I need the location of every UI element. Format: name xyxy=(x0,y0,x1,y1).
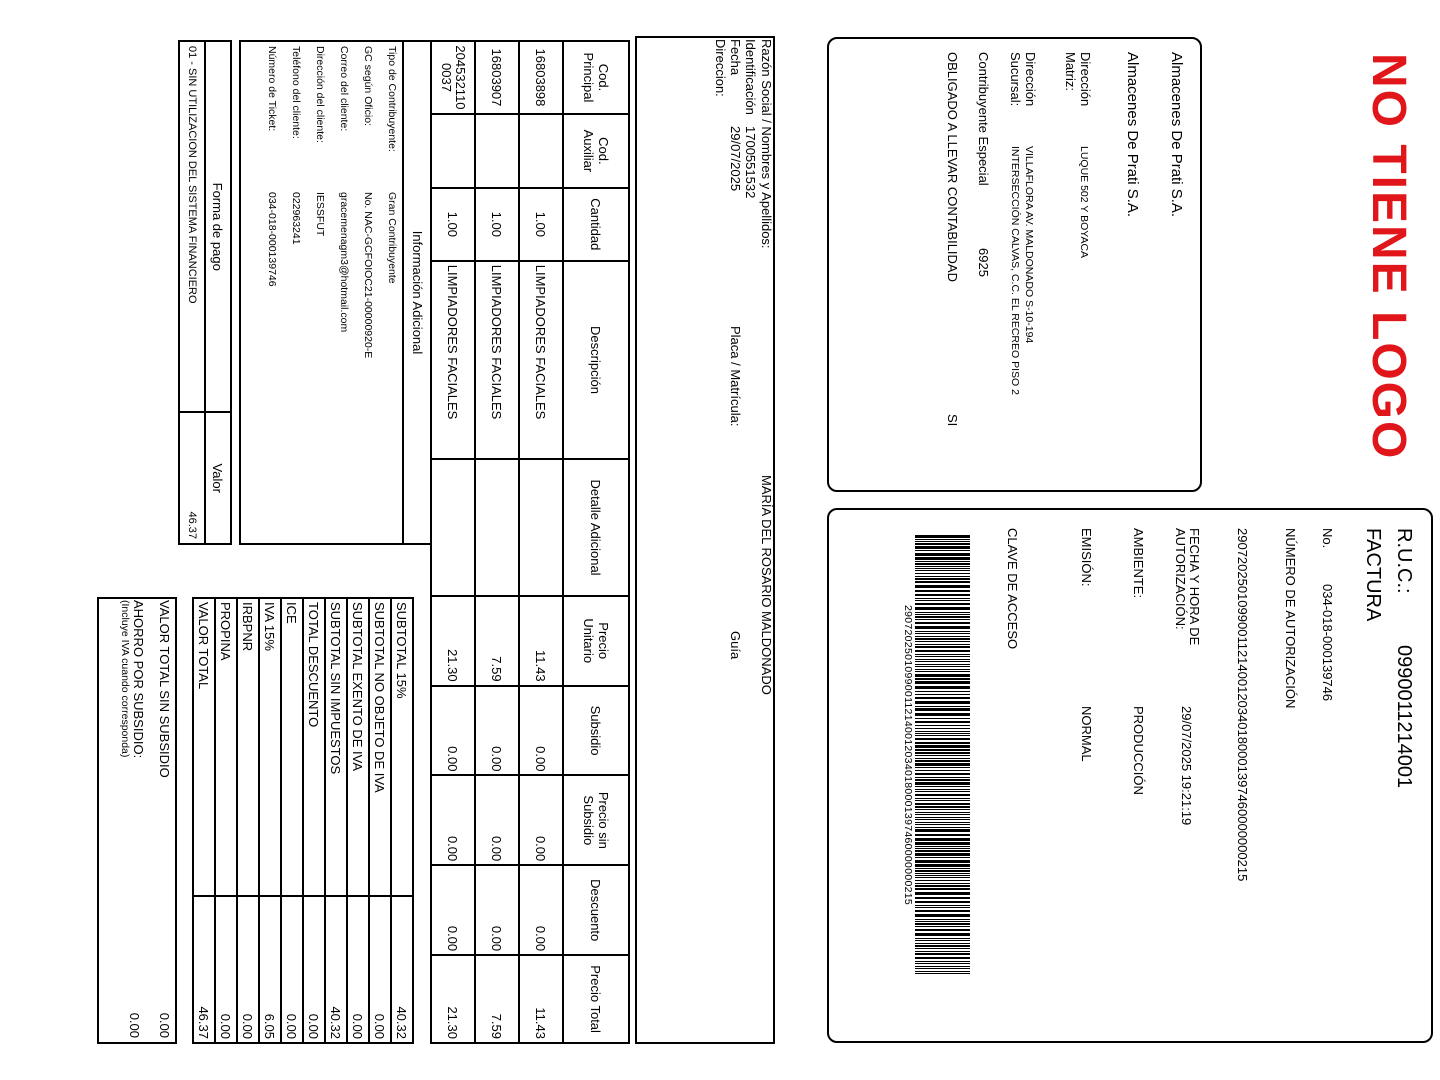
barcode-bar xyxy=(915,767,970,768)
barcode-bar xyxy=(915,846,970,847)
info-value-gc-office: No. NAC-GCFOIOC21-00000920-E xyxy=(362,192,374,359)
item-aux-code xyxy=(519,114,563,188)
totals-row xyxy=(281,598,303,1043)
barcode-bar xyxy=(915,563,970,565)
customer-name-label: Razón Social / Nombres y Apellidos: xyxy=(759,39,774,249)
items-table xyxy=(430,40,630,1044)
barcode-bar xyxy=(915,770,970,771)
barcode-bar xyxy=(915,760,970,762)
barcode-bar xyxy=(915,945,970,947)
barcode-bar xyxy=(915,745,970,748)
item-unit-price: 21.30 xyxy=(431,596,475,686)
info-value-phone: 022963241 xyxy=(290,192,302,245)
barcode-bar xyxy=(915,735,970,736)
item-unit-price: 11.43 xyxy=(519,596,563,686)
total-without-subsidy-label: VALOR TOTAL SIN SUBSIDIO xyxy=(157,600,172,778)
barcode-bar xyxy=(915,590,970,592)
totals-row xyxy=(303,598,325,1043)
barcode-bar xyxy=(915,914,970,917)
barcode-bar xyxy=(915,860,970,863)
info-label-ticket: Número de Ticket: xyxy=(266,46,278,132)
header-subsidy: Subsidio xyxy=(563,686,629,776)
item-aux-code xyxy=(475,114,519,188)
environment-label: AMBIENTE: xyxy=(1131,528,1146,599)
environment-value: PRODUCCIÓN xyxy=(1131,706,1146,795)
header-price-no-subsidy: Precio sin Subsidio xyxy=(563,775,629,865)
item-detail xyxy=(475,459,519,596)
barcode-bar xyxy=(915,644,970,645)
subsidy-savings-note: (Incluye IVA cuando corresponda) xyxy=(119,600,131,758)
barcode-bar xyxy=(915,880,970,881)
barcode-bar xyxy=(915,631,970,632)
barcode-bar xyxy=(915,834,970,836)
barcode-bar xyxy=(915,777,970,778)
total-label: SUBTOTAL 15% xyxy=(391,598,413,896)
access-key-label: CLAVE DE ACCESO xyxy=(1005,528,1020,650)
item-subsidy: 0.00 xyxy=(475,686,519,776)
barcode-bar xyxy=(915,910,970,912)
item-quantity: 1.00 xyxy=(519,188,563,261)
barcode-bar xyxy=(915,725,970,726)
barcode-bar xyxy=(915,827,970,828)
info-value-email: gracemenagm3@hotmail.com xyxy=(338,192,350,333)
barcode-bar xyxy=(915,806,970,808)
ruc-value: 0990011214001 xyxy=(1393,645,1415,789)
barcode-bar xyxy=(915,888,970,890)
issuer-legal-name: Almacenes De Prati S.A. xyxy=(1124,52,1141,218)
barcode-bar xyxy=(915,921,970,922)
number-label: No. xyxy=(1320,528,1335,549)
barcode-bar xyxy=(915,926,970,927)
auth-date-label-1: FECHA Y HORA DE xyxy=(1187,528,1202,646)
barcode-bar xyxy=(915,749,970,751)
barcode-bar xyxy=(915,853,970,856)
barcode-bar xyxy=(915,798,970,799)
auth-date: 29/07/2025 19:21:19 xyxy=(1179,706,1194,826)
logo-placeholder: NO TIENE LOGO xyxy=(1362,53,1415,461)
header-aux-code: Cod. Auxiliar xyxy=(563,114,629,188)
item-description: LIMPIADORES FACIALES xyxy=(519,261,563,459)
barcode-bar xyxy=(915,731,970,732)
barcode-bar xyxy=(915,650,970,652)
barcode-bar xyxy=(915,718,970,719)
barcode-bar xyxy=(915,870,970,872)
barcode-bar xyxy=(915,923,970,925)
barcode-bar xyxy=(915,543,970,545)
barcode-bar xyxy=(915,539,970,540)
barcode-bar xyxy=(915,973,970,974)
customer-date-label: Fecha xyxy=(728,39,743,76)
barcode-bar xyxy=(915,614,970,615)
totals-row xyxy=(237,598,259,1043)
barcode-bar xyxy=(915,686,970,689)
barcode-bar xyxy=(915,814,970,815)
total-value: 0.00 xyxy=(215,896,237,1043)
total-value: 0.00 xyxy=(281,896,303,1043)
total-label: IRBPNR xyxy=(237,598,259,896)
total-value: 0.00 xyxy=(237,896,259,1043)
issuer-trade-name: Almacenes De Prati S.A. xyxy=(1168,52,1185,218)
barcode-bar xyxy=(915,885,970,887)
barcode-bar xyxy=(915,953,970,955)
barcode-bar xyxy=(915,779,970,781)
access-key-barcode xyxy=(915,535,970,975)
barcode-bar xyxy=(915,907,970,908)
accounting-label: OBLIGADO A LLEVAR CONTABILIDAD xyxy=(945,52,960,282)
barcode-bar xyxy=(915,800,970,801)
total-label: SUBTOTAL EXENTO DE IVA xyxy=(347,598,369,896)
barcode-bar xyxy=(915,691,970,692)
subsidy-savings-value: 0.00 xyxy=(127,1012,142,1038)
barcode-bar xyxy=(915,817,970,818)
totals-row xyxy=(259,598,281,1043)
totals-row xyxy=(391,598,413,1043)
customer-id: 1700551532 xyxy=(743,126,758,199)
barcode-bar xyxy=(915,607,970,610)
barcode-bar xyxy=(915,646,970,648)
total-value: 0.00 xyxy=(347,896,369,1043)
barcode-bar xyxy=(915,671,970,672)
item-subsidy: 0.00 xyxy=(431,686,475,776)
barcode-bar xyxy=(915,782,970,785)
item-code: 16803898 xyxy=(519,41,563,114)
barcode-bar xyxy=(915,868,970,869)
barcode-bar xyxy=(915,594,970,596)
table-row xyxy=(519,41,563,1043)
barcode-bar xyxy=(915,654,970,655)
info-label-email: Correo del cliente: xyxy=(338,46,350,132)
barcode-bar xyxy=(915,875,970,876)
header-total: Precio Total xyxy=(563,955,629,1043)
total-value: 0.00 xyxy=(369,896,391,1043)
plate-label: Placa / Matrícula: xyxy=(728,326,743,427)
payment-table xyxy=(178,40,232,545)
barcode-bar xyxy=(915,789,970,790)
total-label: PROPINA xyxy=(215,598,237,896)
item-discount: 0.00 xyxy=(519,865,563,955)
item-subsidy: 0.00 xyxy=(519,686,563,776)
barcode-bar xyxy=(915,546,970,549)
auth-number: 2907202501099001121400120340180001397460000000215 xyxy=(1235,528,1250,882)
barcode-bar xyxy=(915,641,970,642)
barcode-bar xyxy=(915,721,970,723)
barcode-bar xyxy=(915,961,970,962)
barcode-bar xyxy=(915,585,970,588)
totals-row xyxy=(369,598,391,1043)
item-price-no-subsidy: 0.00 xyxy=(475,775,519,865)
barcode-bar xyxy=(915,842,970,845)
barcode-bar xyxy=(915,791,970,792)
item-unit-price: 7.59 xyxy=(475,596,519,686)
barcode-bar xyxy=(915,857,970,858)
barcode-bar xyxy=(915,819,970,820)
accounting-value: SI xyxy=(945,414,960,427)
total-label: TOTAL DESCUENTO xyxy=(303,598,325,896)
item-price-no-subsidy: 0.00 xyxy=(431,775,475,865)
item-quantity: 1.00 xyxy=(431,188,475,261)
barcode-bar xyxy=(915,948,970,949)
barcode-bar xyxy=(915,933,970,936)
barcode-bar xyxy=(915,742,970,744)
barcode-bar xyxy=(915,622,970,624)
barcode-bar xyxy=(915,943,970,944)
barcode-bar xyxy=(915,656,970,657)
info-label-address: Dirección del cliente: xyxy=(314,46,326,143)
barcode-bar xyxy=(915,968,970,969)
item-aux-code xyxy=(431,114,475,188)
barcode-bar xyxy=(915,919,970,920)
barcode-bar xyxy=(915,566,970,567)
header-code: Cod. Principal xyxy=(563,41,629,114)
header-discount: Descuento xyxy=(563,865,629,955)
barcode-bar xyxy=(915,897,970,899)
barcode-bar xyxy=(915,728,970,729)
barcode-bar xyxy=(915,612,970,613)
payment-method: 01 - SIN UTILIZACION DEL SISTEMA FINANCIERO xyxy=(179,41,205,412)
payment-value-header: Valor xyxy=(205,412,231,544)
customer-name: MARÍA DEL ROSARIO MALDONADO xyxy=(759,475,774,695)
barcode-bar xyxy=(915,938,970,939)
barcode-bar xyxy=(915,838,970,841)
barcode-bar xyxy=(915,883,970,884)
barcode-bar xyxy=(915,636,970,637)
totals-row xyxy=(215,598,237,1043)
additional-info-title: Información Adicional xyxy=(402,42,430,543)
barcode-bar xyxy=(915,666,970,667)
invoice-number: 034-018-000139746 xyxy=(1320,584,1335,702)
barcode-bar xyxy=(915,864,970,867)
emission-label: EMISIÓN: xyxy=(1079,528,1094,587)
barcode-bar xyxy=(915,971,970,972)
barcode-bar xyxy=(915,581,970,583)
barcode-bar xyxy=(915,752,970,754)
item-description: LIMPIADORES FACIALES xyxy=(431,261,475,459)
totals-table xyxy=(192,597,414,1044)
barcode-bar xyxy=(915,940,970,941)
barcode-bar xyxy=(915,598,970,599)
barcode-bar xyxy=(915,873,970,874)
total-label: SUBTOTAL SIN IMPUESTOS xyxy=(325,598,347,896)
branch-address-line1: VILLAFLORA AV. MALDONADO S-10-194 xyxy=(1023,146,1035,344)
barcode-bar xyxy=(915,733,970,734)
customer-address-label: Direccion: xyxy=(713,39,728,97)
item-discount: 0.00 xyxy=(475,865,519,955)
barcode-bar xyxy=(915,892,970,895)
barcode-bar xyxy=(915,850,970,852)
total-value: 40.32 xyxy=(391,896,413,1043)
barcode-bar xyxy=(915,603,970,605)
info-value-address: IESSFUT xyxy=(314,192,326,237)
item-detail xyxy=(431,459,475,596)
payment-method-header: Forma de pago xyxy=(205,41,231,412)
barcode-bar xyxy=(915,758,970,759)
barcode-bar xyxy=(915,664,970,665)
barcode-bar xyxy=(915,535,970,538)
subsidy-savings-label: AHORRO POR SUBSIDIO: xyxy=(131,600,146,759)
barcode-bar xyxy=(915,674,970,677)
item-price-no-subsidy: 0.00 xyxy=(519,775,563,865)
barcode-bar xyxy=(915,901,970,903)
barcode-bar xyxy=(915,786,970,787)
barcode-bar xyxy=(915,678,970,680)
barcode-bar xyxy=(915,738,970,740)
item-code: 2045321100037 xyxy=(431,41,475,114)
item-total: 7.59 xyxy=(475,955,519,1043)
items-header-row xyxy=(563,41,629,1043)
barcode-bar xyxy=(915,773,970,775)
barcode-bar xyxy=(915,905,970,906)
item-discount: 0.00 xyxy=(431,865,475,955)
total-value: 40.32 xyxy=(325,896,347,1043)
barcode-bar xyxy=(915,669,970,670)
header-detail: Detalle Adicional xyxy=(563,459,629,596)
total-without-subsidy-value: 0.00 xyxy=(157,1012,172,1038)
barcode-bar xyxy=(915,966,970,967)
total-value: 0.00 xyxy=(303,896,325,1043)
barcode-bar xyxy=(915,659,970,660)
emission-value: NORMAL xyxy=(1079,706,1094,762)
header-quantity: Cantidad xyxy=(563,188,629,261)
access-key-number: 2907202501099001121400120340180001397460000000215 xyxy=(902,604,914,906)
table-row xyxy=(475,41,519,1043)
additional-info-box xyxy=(239,40,432,545)
special-taxpayer-label: Contribuyente Especial xyxy=(976,52,991,186)
matrix-address-label: Dirección Matriz: xyxy=(1063,52,1093,107)
barcode-bar xyxy=(915,701,970,704)
barcode-bar xyxy=(915,638,970,640)
barcode-bar xyxy=(915,557,970,560)
barcode-bar xyxy=(915,573,970,574)
barcode-bar xyxy=(915,616,970,618)
barcode-bar xyxy=(915,600,970,601)
total-label: ICE xyxy=(281,598,303,896)
barcode-bar xyxy=(915,794,970,796)
total-label: SUBTOTAL NO OBJETO DE IVA xyxy=(369,598,391,896)
totals-row xyxy=(347,598,369,1043)
info-label-gc-office: GC según Oficio: xyxy=(362,46,374,126)
barcode-bar xyxy=(915,822,970,823)
barcode-bar xyxy=(915,561,970,562)
barcode-bar xyxy=(915,626,970,629)
barcode-bar xyxy=(915,848,970,849)
payment-value: 46.37 xyxy=(179,412,205,544)
info-value-ticket: 034-018-000139746 xyxy=(266,192,278,287)
barcode-bar xyxy=(915,877,970,878)
barcode-bar xyxy=(915,706,970,707)
item-total: 11.43 xyxy=(519,955,563,1043)
item-detail xyxy=(519,459,563,596)
barcode-bar xyxy=(915,763,970,766)
barcode-bar xyxy=(915,570,970,571)
auth-number-label: NÚMERO DE AUTORIZACIÓN xyxy=(1283,528,1298,709)
header-unit-price: Precio Unitario xyxy=(563,596,629,686)
barcode-bar xyxy=(915,713,970,716)
total-label: VALOR TOTAL xyxy=(193,598,215,896)
info-label-phone: Teléfono del cliente: xyxy=(290,46,302,139)
totals-row xyxy=(325,598,347,1043)
total-value: 6.05 xyxy=(259,896,281,1043)
guide-label: Guía xyxy=(728,631,743,660)
barcode-bar xyxy=(915,681,970,684)
header-description: Descripción xyxy=(563,261,629,459)
info-label-taxpayer-type: Tipo de Contribuyente: xyxy=(386,46,398,152)
barcode-bar xyxy=(915,957,970,959)
auth-date-label-2: AUTORIZACIÓN: xyxy=(1173,528,1188,630)
total-value: 46.37 xyxy=(193,896,215,1043)
barcode-bar xyxy=(915,951,970,952)
ruc-label: R.U.C.: xyxy=(1393,528,1415,594)
table-row xyxy=(431,41,475,1043)
info-value-taxpayer-type: Gran Contribuyente xyxy=(386,192,398,284)
barcode-bar xyxy=(915,619,970,620)
barcode-bar xyxy=(915,824,970,825)
barcode-bar xyxy=(915,694,970,695)
totals-row xyxy=(193,598,215,1043)
barcode-bar xyxy=(915,697,970,699)
barcode-bar xyxy=(915,755,970,756)
barcode-bar xyxy=(915,812,970,813)
barcode-bar xyxy=(915,633,970,634)
item-description: LIMPIADORES FACIALES xyxy=(475,261,519,459)
item-quantity: 1.00 xyxy=(475,188,519,261)
doc-type: FACTURA xyxy=(1362,528,1384,622)
matrix-address: LUQUE 502 Y BOYACA xyxy=(1078,146,1090,259)
branch-address-label: Dirección Sucursal: xyxy=(1008,52,1038,107)
barcode-bar xyxy=(915,541,970,542)
barcode-bar xyxy=(915,829,970,832)
customer-id-label: Identificación xyxy=(743,39,758,115)
barcode-bar xyxy=(915,550,970,551)
barcode-bar xyxy=(915,576,970,577)
barcode-bar xyxy=(915,963,970,964)
item-code: 16803907 xyxy=(475,41,519,114)
branch-address-line2: INTERSECCIÓN CALVAS, C.C. EL RECREO PISO 2 xyxy=(1009,146,1021,395)
barcode-bar xyxy=(915,578,970,580)
barcode-bar xyxy=(915,809,970,810)
customer-date: 29/07/2025 xyxy=(728,126,743,192)
barcode-bar xyxy=(915,661,970,662)
total-label: IVA 15% xyxy=(259,598,281,896)
barcode-bar xyxy=(915,568,970,569)
barcode-bar xyxy=(915,929,970,931)
barcode-bar xyxy=(915,553,970,556)
item-total: 21.30 xyxy=(431,955,475,1043)
barcode-bar xyxy=(915,803,970,805)
special-taxpayer-value: 6925 xyxy=(976,248,991,277)
barcode-bar xyxy=(915,708,970,711)
